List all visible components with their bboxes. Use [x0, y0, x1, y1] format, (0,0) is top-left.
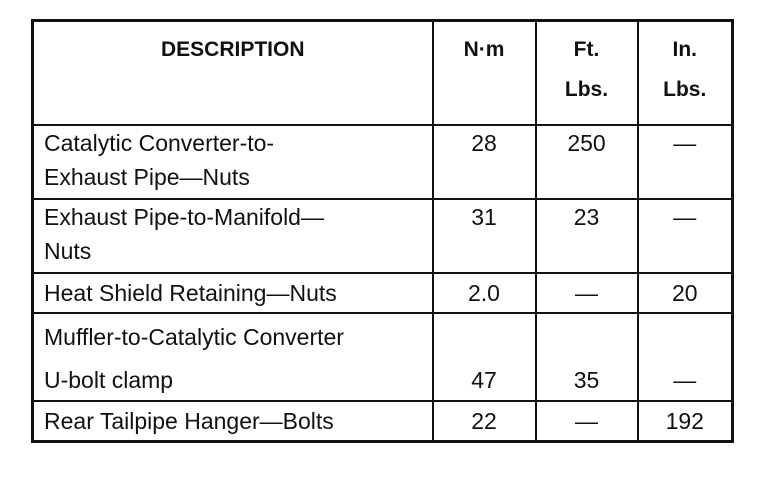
table-row [33, 273, 733, 313]
spacer [537, 314, 637, 360]
description-line: Catalytic Converter-to- [44, 130, 275, 156]
table-row [33, 313, 733, 401]
value-ft-lbs: — [536, 273, 638, 313]
description-line: Nuts [44, 238, 92, 264]
header-nm-label: N·m [463, 38, 505, 61]
header-nm [433, 21, 536, 126]
value-in-lbs: 20 [638, 273, 733, 313]
value-nm-cell [433, 313, 536, 401]
value-ft-lbs-cell [536, 313, 638, 401]
value-ft-lbs: — [536, 401, 638, 442]
torque-spec-table-container [31, 19, 731, 443]
value-nm: 2.0 [433, 273, 536, 313]
value-nm: 22 [433, 401, 536, 442]
table-row [33, 401, 733, 442]
torque-spec-table [31, 19, 734, 443]
header-in-lbs-label: Lbs. [663, 78, 707, 101]
row-description [33, 125, 433, 199]
row-description: Rear Tailpipe Hanger—Bolts [33, 401, 433, 442]
description-line: Muffler-to-Catalytic Converter [44, 324, 344, 350]
description-line: Exhaust Pipe—Nuts [44, 164, 250, 190]
spacer [639, 314, 732, 360]
header-in-label: In. [672, 38, 697, 61]
value-in-lbs: 192 [638, 401, 733, 442]
description-line: U-bolt clamp [44, 367, 174, 393]
table-row [33, 199, 733, 273]
value-ft-lbs: 35 [573, 367, 600, 393]
value-ft-lbs: 250 [536, 125, 638, 199]
header-in-lbs [638, 21, 733, 126]
value-in-lbs-cell [638, 313, 733, 401]
header-description-label: DESCRIPTION [160, 38, 305, 61]
table-header-row [33, 21, 733, 126]
header-description [33, 21, 433, 126]
row-description: Heat Shield Retaining—Nuts [33, 273, 433, 313]
value-nm: 28 [433, 125, 536, 199]
spacer [434, 314, 535, 360]
header-ft-lbs-label: Lbs. [564, 78, 609, 101]
header-ft-lbs [536, 21, 638, 126]
row-description [33, 199, 433, 273]
description-line: Exhaust Pipe-to-Manifold— [44, 204, 324, 230]
value-ft-lbs: 23 [536, 199, 638, 273]
value-in-lbs: — [638, 199, 733, 273]
value-in-lbs: — [673, 367, 697, 393]
value-in-lbs: — [638, 125, 733, 199]
value-nm: 31 [433, 199, 536, 273]
row-description [33, 313, 433, 401]
table-row [33, 125, 733, 199]
header-ft-label: Ft. [573, 38, 600, 61]
value-nm: 47 [471, 367, 497, 393]
